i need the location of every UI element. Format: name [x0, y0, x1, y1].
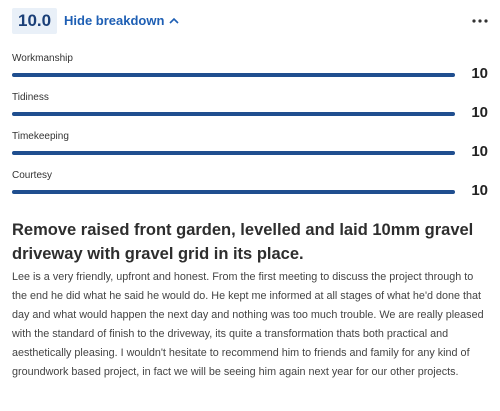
rating-bar — [12, 151, 455, 155]
more-options-icon — [470, 11, 490, 31]
rating-bar — [12, 190, 455, 194]
rating-tidiness — [12, 92, 488, 132]
rating-value: 10 — [471, 104, 488, 121]
rating-label: Tidiness — [12, 92, 49, 103]
hide-breakdown-toggle[interactable] — [64, 8, 179, 34]
rating-bar — [12, 73, 455, 77]
hide-breakdown-label: Hide breakdown — [64, 13, 165, 28]
more-options-button[interactable] — [470, 11, 490, 31]
rating-bar-fill — [12, 112, 455, 116]
rating-courtesy — [12, 170, 488, 210]
rating-bar — [12, 112, 455, 116]
rating-timekeeping — [12, 131, 488, 171]
overall-score-badge: 10.0 — [12, 8, 57, 34]
rating-value: 10 — [471, 65, 488, 82]
rating-label: Workmanship — [12, 53, 73, 64]
rating-value: 10 — [471, 143, 488, 160]
rating-value: 10 — [471, 182, 488, 199]
score-header — [12, 8, 490, 34]
rating-bar-fill — [12, 73, 455, 77]
review-body: Lee is a very friendly, upfront and honest. From the first meeting to discuss the project through to the end he did what he said he would do. He kept me informed at all stages of what he'd done that day and what would happen the next day and nothing was too much trouble. We are really pleased with the standard of finish to the driveway, its quite a transformation thats both practical and aesthetically pleasing. I wouldn't hesitate to recommend him to friends and family for any kind of groundwork based project, in fact we will be seeing him again next year for our other projects. — [12, 271, 484, 378]
rating-label: Timekeeping — [12, 131, 69, 142]
rating-workmanship — [12, 53, 488, 93]
chevron-up-icon — [169, 17, 179, 24]
rating-label: Courtesy — [12, 170, 53, 181]
rating-bar-fill — [12, 151, 455, 155]
rating-bar-fill — [12, 190, 455, 194]
review-title: Remove raised front garden, levelled and laid 10mm gravel driveway with gravel grid in its place. — [12, 221, 474, 263]
